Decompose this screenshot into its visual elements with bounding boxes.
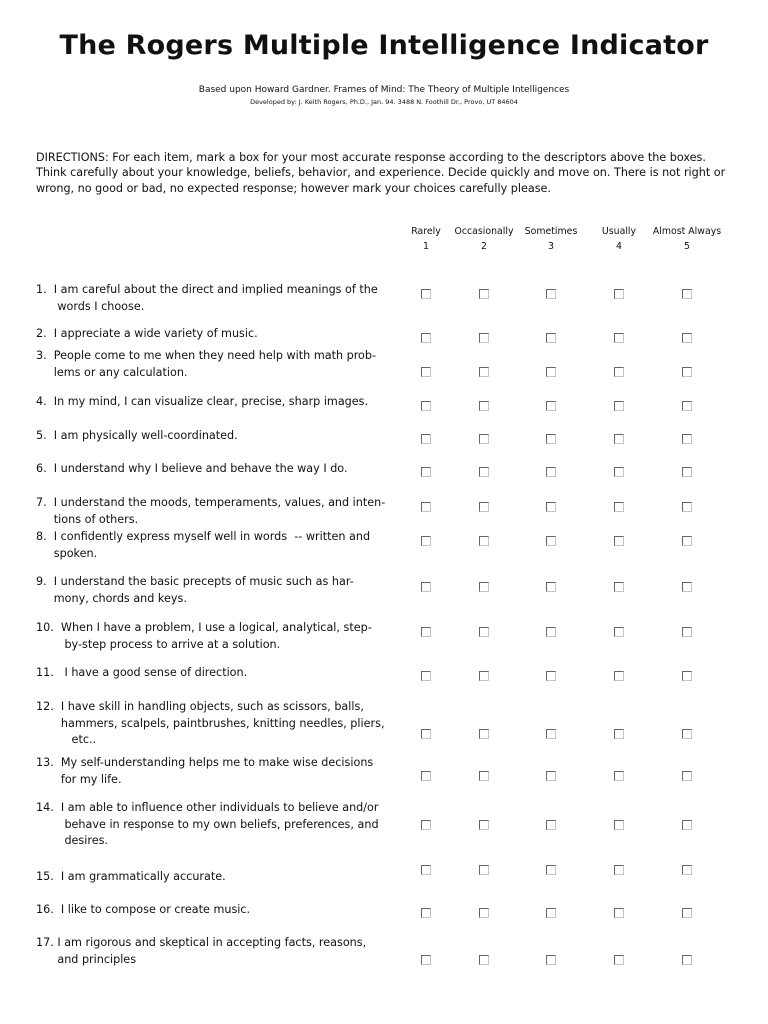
item-1-checkbox-1[interactable] <box>421 289 431 299</box>
scale-header-5 <box>642 224 732 254</box>
item-15-checkbox-1[interactable] <box>421 865 431 875</box>
item-14-checkbox-4[interactable] <box>614 820 624 830</box>
scale-label: Occasionally <box>454 226 514 237</box>
item-16-checkbox-4[interactable] <box>614 908 624 918</box>
item-16-checkbox-2[interactable] <box>479 908 489 918</box>
item-16-checkbox-3[interactable] <box>546 908 556 918</box>
item-13-checkbox-3[interactable] <box>546 771 556 781</box>
item-6-checkbox-2[interactable] <box>479 467 489 477</box>
item-8-checkbox-3[interactable] <box>546 536 556 546</box>
item-1-checkbox-2[interactable] <box>479 289 489 299</box>
item-text-10: 10. When I have a problem, I use a logical, analytical, step- by-step process to arrive at a solution. <box>36 621 372 651</box>
item-13-checkbox-4[interactable] <box>614 771 624 781</box>
item-6-checkbox-1[interactable] <box>421 467 431 477</box>
item-8-checkbox-5[interactable] <box>682 536 692 546</box>
item-text-1: 1. I am careful about the direct and implied meanings of the words I choose. <box>36 283 378 313</box>
item-9-checkbox-1[interactable] <box>421 582 431 592</box>
item-14-checkbox-2[interactable] <box>479 820 489 830</box>
item-4-checkbox-3[interactable] <box>546 401 556 411</box>
item-text-7: 7. I understand the moods, temperaments, values, and inten- tions of others. <box>36 496 386 526</box>
item-1-checkbox-3[interactable] <box>546 289 556 299</box>
item-4-checkbox-5[interactable] <box>682 401 692 411</box>
item-10-checkbox-1[interactable] <box>421 627 431 637</box>
item-5-checkbox-5[interactable] <box>682 434 692 444</box>
scale-number: 2 <box>481 241 487 252</box>
item-9-checkbox-5[interactable] <box>682 582 692 592</box>
item-7-checkbox-1[interactable] <box>421 502 431 512</box>
item-13-checkbox-2[interactable] <box>479 771 489 781</box>
item-3-checkbox-2[interactable] <box>479 367 489 377</box>
directions-text: DIRECTIONS: For each item, mark a box for your most accurate response according to the descriptors above the boxes. Think carefully about your knowledge, beliefs, behavior, and experience. Decide quickly and move on. There is not right or wrong, no good or bad, no expected response; however mark your choices carefully please. <box>36 151 726 195</box>
item-text-11: 11. I have a good sense of direction. <box>36 666 248 679</box>
item-text-13: 13. My self-understanding helps me to make wise decisions for my life. <box>36 756 374 786</box>
item-16-checkbox-1[interactable] <box>421 908 431 918</box>
item-8-checkbox-2[interactable] <box>479 536 489 546</box>
item-4-checkbox-2[interactable] <box>479 401 489 411</box>
item-text-15: 15. I am grammatically accurate. <box>36 870 226 883</box>
item-6-checkbox-4[interactable] <box>614 467 624 477</box>
item-5-checkbox-1[interactable] <box>421 434 431 444</box>
item-10-checkbox-2[interactable] <box>479 627 489 637</box>
item-8-checkbox-1[interactable] <box>421 536 431 546</box>
item-text-3: 3. People come to me when they need help with math prob- lems or any calculation. <box>36 349 377 379</box>
item-6-checkbox-3[interactable] <box>546 467 556 477</box>
scale-number: 1 <box>423 241 429 252</box>
item-13-checkbox-1[interactable] <box>421 771 431 781</box>
scale-number: 4 <box>616 241 622 252</box>
item-11-checkbox-4[interactable] <box>614 671 624 681</box>
item-2-checkbox-5[interactable] <box>682 333 692 343</box>
item-text-5: 5. I am physically well-coordinated. <box>36 429 238 442</box>
item-2-checkbox-1[interactable] <box>421 333 431 343</box>
item-5-checkbox-4[interactable] <box>614 434 624 444</box>
item-2-checkbox-2[interactable] <box>479 333 489 343</box>
item-10-checkbox-4[interactable] <box>614 627 624 637</box>
item-13-checkbox-5[interactable] <box>682 771 692 781</box>
item-17-checkbox-5[interactable] <box>682 955 692 965</box>
scale-label: Sometimes <box>524 226 578 237</box>
item-2-checkbox-3[interactable] <box>546 333 556 343</box>
page-title: The Rogers Multiple Intelligence Indicator <box>59 30 709 61</box>
item-text-14: 14. I am able to influence other individuals to believe and/or behave in response to my own beliefs, preferences, and desires. <box>36 801 379 847</box>
item-10-checkbox-5[interactable] <box>682 627 692 637</box>
item-15-checkbox-2[interactable] <box>479 865 489 875</box>
item-15-checkbox-4[interactable] <box>614 865 624 875</box>
item-text-4: 4. In my mind, I can visualize clear, precise, sharp images. <box>36 395 369 408</box>
item-15-checkbox-5[interactable] <box>682 865 692 875</box>
item-16-checkbox-5[interactable] <box>682 908 692 918</box>
item-17-checkbox-2[interactable] <box>479 955 489 965</box>
item-17-checkbox-3[interactable] <box>546 955 556 965</box>
item-12-checkbox-3[interactable] <box>546 729 556 739</box>
item-7-checkbox-3[interactable] <box>546 502 556 512</box>
item-12-checkbox-5[interactable] <box>682 729 692 739</box>
item-12-checkbox-2[interactable] <box>479 729 489 739</box>
item-3-checkbox-5[interactable] <box>682 367 692 377</box>
item-12-checkbox-4[interactable] <box>614 729 624 739</box>
scale-label: Rarely <box>411 226 441 237</box>
item-11-checkbox-3[interactable] <box>546 671 556 681</box>
item-text-6: 6. I understand why I believe and behave the way I do. <box>36 462 348 475</box>
item-9-checkbox-4[interactable] <box>614 582 624 592</box>
item-text-2: 2. I appreciate a wide variety of music. <box>36 327 258 340</box>
item-7-checkbox-4[interactable] <box>614 502 624 512</box>
item-14-checkbox-1[interactable] <box>421 820 431 830</box>
item-7-checkbox-5[interactable] <box>682 502 692 512</box>
item-7-checkbox-2[interactable] <box>479 502 489 512</box>
item-text-16: 16. I like to compose or create music. <box>36 903 251 916</box>
item-text-17: 17. I am rigorous and skeptical in accepting facts, reasons, and principles <box>36 936 367 966</box>
item-10-checkbox-3[interactable] <box>546 627 556 637</box>
item-2-checkbox-4[interactable] <box>614 333 624 343</box>
item-1-checkbox-4[interactable] <box>614 289 624 299</box>
item-15-checkbox-3[interactable] <box>546 865 556 875</box>
item-4-checkbox-4[interactable] <box>614 401 624 411</box>
item-9-checkbox-2[interactable] <box>479 582 489 592</box>
item-text-12: 12. I have skill in handling objects, such as scissors, balls, hammers, scalpels, paintbrushes, knitting needles, pliers, etc.. <box>36 700 385 746</box>
item-3-checkbox-1[interactable] <box>421 367 431 377</box>
item-11-checkbox-1[interactable] <box>421 671 431 681</box>
item-text-9: 9. I understand the basic precepts of music such as har- mony, chords and keys. <box>36 575 354 605</box>
item-11-checkbox-2[interactable] <box>479 671 489 681</box>
scale-label: Usually <box>601 226 637 237</box>
item-9-checkbox-3[interactable] <box>546 582 556 592</box>
item-1-checkbox-5[interactable] <box>682 289 692 299</box>
item-11-checkbox-5[interactable] <box>682 671 692 681</box>
item-4-checkbox-1[interactable] <box>421 401 431 411</box>
item-5-checkbox-3[interactable] <box>546 434 556 444</box>
item-5-checkbox-2[interactable] <box>479 434 489 444</box>
item-14-checkbox-3[interactable] <box>546 820 556 830</box>
item-17-checkbox-1[interactable] <box>421 955 431 965</box>
scale-label: Almost Always <box>652 226 722 237</box>
item-14-checkbox-5[interactable] <box>682 820 692 830</box>
item-8-checkbox-4[interactable] <box>614 536 624 546</box>
item-text-8: 8. I confidently express myself well in words -- written and spoken. <box>36 530 371 560</box>
scale-number: 3 <box>548 241 554 252</box>
subtitle: Based upon Howard Gardner. Frames of Mind: The Theory of Multiple Intelligences <box>198 85 570 95</box>
item-3-checkbox-4[interactable] <box>614 367 624 377</box>
item-3-checkbox-3[interactable] <box>546 367 556 377</box>
item-17-checkbox-4[interactable] <box>614 955 624 965</box>
item-12-checkbox-1[interactable] <box>421 729 431 739</box>
scale-number: 5 <box>684 241 690 252</box>
developer-credit: Developed by: J. Keith Rogers, Ph.D., Jan. 94. 3488 N. Foothill Dr., Provo, UT 84604 <box>250 98 518 106</box>
item-6-checkbox-5[interactable] <box>682 467 692 477</box>
